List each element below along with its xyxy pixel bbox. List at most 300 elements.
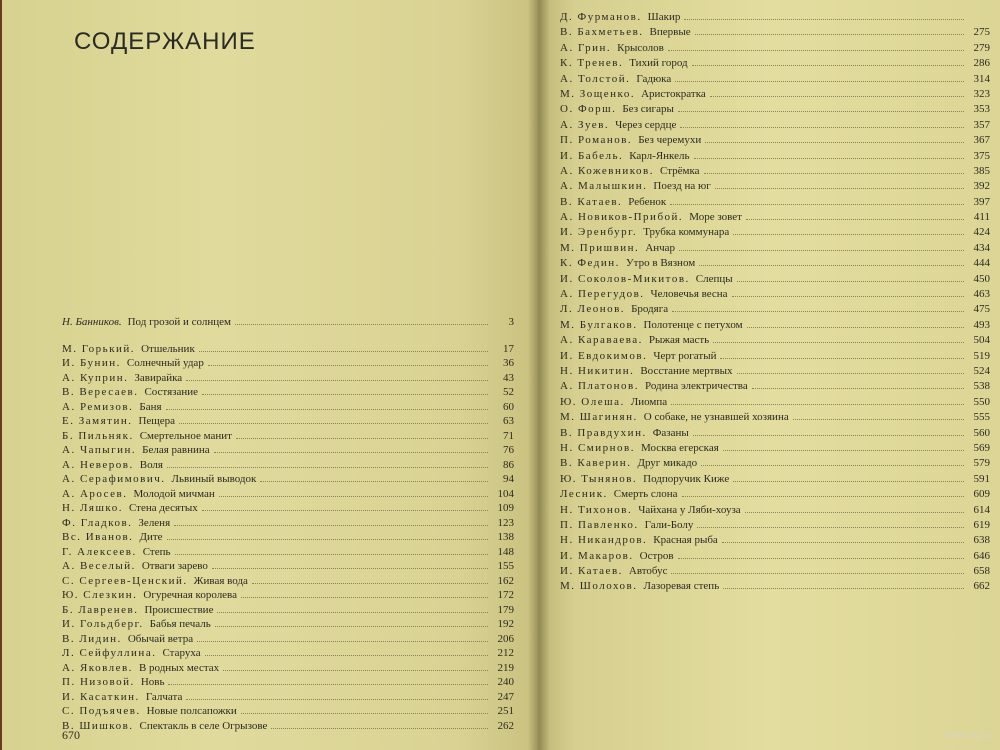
toc-author: К. Федин.: [560, 257, 620, 270]
toc-row: [62, 545, 514, 560]
toc-row: [62, 675, 514, 690]
toc-title: Белая равнина: [142, 444, 210, 456]
leader-dots: [199, 342, 488, 352]
page-title: СОДЕРЖАНИЕ: [74, 28, 256, 55]
toc-row: [560, 118, 990, 133]
toc-row: [560, 410, 990, 425]
leader-dots: [260, 472, 488, 482]
toc-author: А. Чапыгин.: [62, 444, 137, 456]
toc-title: Под грозой и солнцем: [127, 316, 231, 328]
toc-title: Происшествие: [144, 603, 214, 616]
toc-row: [560, 318, 990, 333]
leader-dots: [236, 429, 488, 439]
toc-page-number: 192: [497, 618, 514, 630]
toc-title: Родина электричества: [644, 380, 748, 393]
toc-author: М. Пришвин.: [560, 241, 640, 254]
toc-page-number: 411: [973, 211, 990, 224]
toc-row: [560, 579, 990, 594]
toc-title: В родных местах: [138, 661, 220, 674]
toc-row: [560, 164, 990, 179]
toc-row: [560, 179, 990, 194]
toc-title: Друг микадо: [637, 457, 698, 470]
toc-page-number: 450: [973, 272, 990, 285]
toc-title: Поезд на юг: [653, 180, 711, 193]
toc-row: [62, 400, 514, 415]
leader-dots: [733, 472, 964, 482]
leader-dots: [678, 549, 964, 559]
leader-dots: [695, 25, 964, 35]
leader-dots: [732, 287, 964, 297]
leader-dots: [186, 690, 488, 700]
toc-row: [560, 349, 990, 364]
toc-row: [560, 503, 990, 518]
toc-title: Воля: [139, 458, 163, 471]
toc-row: [560, 564, 990, 579]
toc-page-number: 286: [973, 57, 990, 70]
toc-title: Автобус: [628, 565, 668, 578]
toc-title: Человечья весна: [650, 288, 728, 301]
toc-row: [560, 25, 990, 40]
toc-row: [62, 588, 514, 603]
leader-dots: [208, 356, 488, 366]
toc-row: [560, 256, 990, 271]
toc-row: [62, 603, 514, 618]
leader-dots: [737, 364, 964, 374]
leader-dots: [680, 118, 964, 128]
leader-dots: [737, 272, 964, 282]
toc-author: Б. Лавренев.: [62, 603, 139, 616]
toc-author: А. Кожевников.: [560, 164, 654, 177]
toc-page-number: 71: [503, 429, 514, 442]
toc-row: [560, 518, 990, 533]
toc-page-number: 353: [973, 103, 990, 116]
toc-author: Г. Алексеев.: [62, 545, 137, 558]
leader-dots: [252, 574, 488, 584]
toc-title: Впервые: [649, 26, 691, 39]
toc-row: [62, 574, 514, 589]
toc-row: [62, 385, 514, 400]
toc-author: И. Соколов-Микитов.: [560, 272, 690, 285]
toc-author: Ю. Тынянов.: [560, 472, 638, 485]
toc-page-number: 444: [973, 257, 990, 270]
toc-title: Стена десятых: [128, 502, 198, 514]
leader-dots: [670, 195, 964, 205]
toc-author: А. Караваева.: [560, 334, 643, 347]
toc-author: Лесник.: [560, 488, 608, 501]
leader-dots: [694, 149, 965, 159]
toc-title: Москва егерская: [640, 441, 719, 454]
toc-author: А. Новиков-Прибой.: [560, 211, 684, 224]
toc-author: П. Романов.: [560, 134, 633, 147]
toc-page-number: 279: [973, 41, 990, 54]
toc-author: А. Платонов.: [560, 380, 639, 393]
toc-row: [62, 443, 514, 458]
toc-title: Галчата: [145, 690, 183, 703]
leader-dots: [733, 225, 964, 235]
toc-title: Бабья печаль: [149, 618, 211, 630]
toc-title: Черт рогатый: [653, 349, 717, 362]
toc-author: М. Зощенко.: [560, 87, 636, 100]
toc-page-number: 155: [497, 560, 514, 572]
leader-dots: [692, 56, 964, 66]
toc-row: [62, 646, 514, 661]
page-number: 670: [62, 728, 80, 742]
leader-dots: [166, 400, 488, 410]
toc-title: Шакир: [647, 11, 681, 23]
toc-page-number: 104: [497, 487, 514, 500]
toc-title: Обычай ветра: [127, 632, 194, 645]
leader-dots: [693, 426, 964, 436]
leader-dots: [202, 385, 488, 395]
toc-title: Дите: [139, 531, 163, 543]
toc-row: [560, 549, 990, 564]
toc-page-number: 614: [973, 503, 990, 516]
leader-dots: [682, 487, 964, 497]
toc-title: О собаке, не узнавшей хозяина: [643, 411, 789, 424]
leader-dots: [720, 349, 964, 359]
toc-row: [560, 426, 990, 441]
toc-row: [62, 472, 514, 487]
toc-row: [62, 371, 514, 386]
toc-page-number: 397: [973, 195, 990, 208]
leader-dots: [747, 318, 964, 328]
toc-title: Баня: [139, 400, 162, 413]
toc-title: Лиомпа: [630, 395, 668, 408]
leader-dots: [235, 315, 488, 325]
leader-dots: [793, 410, 964, 420]
toc-page-number: 367: [973, 134, 990, 147]
toc-page-number: 591: [973, 472, 990, 485]
toc-author: В. Бахметьев.: [560, 26, 644, 39]
toc-intro-row: [62, 315, 514, 330]
toc-author: Н. Смирнов.: [560, 441, 635, 454]
toc-page-number: 212: [497, 647, 514, 659]
toc-author: Н. Банников.: [62, 316, 122, 328]
toc-page-number: 579: [973, 457, 990, 470]
toc-author: В. Лидин.: [62, 632, 122, 645]
toc-author: А. Зуев.: [560, 118, 610, 131]
leader-dots: [697, 518, 964, 528]
toc-page-number: 658: [973, 565, 990, 578]
toc-row: [560, 302, 990, 317]
toc-title: Спектакль в селе Огрызове: [139, 719, 268, 732]
toc-row: [560, 225, 990, 240]
toc-row: [560, 441, 990, 456]
toc-page-number: 609: [973, 488, 990, 501]
toc-title: Красная рыба: [653, 534, 718, 547]
toc-author: Б. Пильняк.: [62, 429, 134, 442]
toc-page-number: 52: [503, 386, 514, 398]
leader-dots: [186, 371, 488, 381]
leader-dots: [722, 533, 964, 543]
toc-title: Утро в Вязном: [625, 257, 696, 270]
toc-page-number: 123: [497, 516, 514, 529]
toc-author: Е. Замятин.: [62, 415, 133, 427]
leader-dots: [746, 210, 964, 220]
leader-dots: [678, 102, 964, 112]
toc-row: [560, 272, 990, 287]
toc-page-number: 60: [503, 400, 514, 413]
toc-author: Л. Леонов.: [560, 303, 626, 316]
toc-row: [560, 133, 990, 148]
toc-title: Пещера: [138, 415, 176, 427]
toc-row: [560, 472, 990, 487]
toc-title: Чайхана у Ляби-хоуза: [638, 503, 741, 516]
toc-page-number: 314: [973, 72, 990, 85]
toc-title: Рыжая масть: [648, 334, 710, 347]
toc-page-number: 504: [973, 334, 990, 347]
toc-row: [560, 41, 990, 56]
toc-page-number: 138: [497, 531, 514, 543]
toc-author: П. Низовой.: [62, 676, 135, 688]
leader-dots: [684, 10, 964, 20]
toc-author: А. Аросев.: [62, 487, 128, 500]
toc-row: [560, 533, 990, 548]
toc-author: А. Неверов.: [62, 458, 134, 471]
toc-page-number: 392: [973, 180, 990, 193]
toc-page-number: 94: [503, 473, 514, 485]
toc-title: Степь: [142, 545, 171, 558]
leader-dots: [215, 617, 488, 627]
book-gutter: [528, 0, 550, 750]
leader-dots: [175, 545, 488, 555]
toc-author: Д. Фурманов.: [560, 11, 642, 23]
leader-dots: [745, 503, 964, 513]
leader-dots: [710, 87, 964, 97]
toc-author: П. Павленко.: [560, 518, 639, 531]
toc-page-number: 43: [503, 371, 514, 384]
toc-title: Тихий город: [629, 57, 688, 70]
toc-author: М. Булгаков.: [560, 318, 638, 331]
toc-title: Карл-Янкель: [629, 149, 690, 162]
toc-right-column: [560, 10, 990, 595]
leader-dots: [704, 164, 964, 174]
toc-page-number: 538: [973, 380, 990, 393]
toc-author: В. Вересаев.: [62, 386, 139, 398]
toc-author: А. Толстой.: [560, 72, 631, 85]
leader-dots: [668, 41, 964, 51]
leader-dots: [701, 456, 964, 466]
toc-title: Огуречная королева: [143, 589, 237, 601]
toc-title: Гали-Болу: [644, 518, 694, 531]
toc-row: [560, 395, 990, 410]
toc-row: [560, 56, 990, 71]
leader-dots: [672, 302, 964, 312]
toc-page-number: 638: [973, 534, 990, 547]
toc-page-number: 434: [973, 241, 990, 254]
toc-author: Н. Тихонов.: [560, 503, 633, 516]
watermark: www.ay.by: [944, 730, 992, 741]
toc-row: [62, 704, 514, 719]
toc-author: В. Правдухин.: [560, 426, 647, 439]
toc-page-number: 240: [497, 676, 514, 688]
toc-author: Н. Ляшко.: [62, 502, 123, 514]
leader-dots: [713, 333, 964, 343]
leader-dots: [202, 501, 488, 511]
toc-author: Н. Никитин.: [560, 364, 635, 377]
toc-title: Живая вода: [193, 574, 248, 587]
toc-page-number: 475: [973, 303, 990, 316]
toc-page-number: 3: [508, 316, 514, 328]
spacer: [62, 330, 514, 342]
toc-author: Н. Никандров.: [560, 534, 648, 547]
toc-page-number: 17: [503, 342, 514, 355]
toc-page-number: 555: [973, 411, 990, 424]
toc-page-number: 524: [973, 364, 990, 377]
toc-title: Отваги зарево: [141, 560, 208, 572]
toc-title: Без сигары: [622, 103, 674, 116]
toc-page-number: 619: [973, 518, 990, 531]
toc-author: А. Грин.: [560, 41, 612, 54]
toc-row: [62, 458, 514, 473]
toc-author: Ю. Слезкин.: [62, 589, 138, 601]
leader-dots: [223, 661, 488, 671]
leader-dots: [168, 675, 488, 685]
toc-row: [62, 661, 514, 676]
toc-row: [560, 379, 990, 394]
toc-title: Отшельник: [141, 342, 195, 355]
toc-title: Восстание мертвых: [640, 364, 733, 377]
toc-author: С. Подъячев.: [62, 705, 141, 717]
leader-dots: [705, 133, 964, 143]
toc-page-number: 109: [497, 502, 514, 514]
toc-title: Смертельное манит: [139, 429, 232, 442]
toc-title: Новь: [140, 676, 165, 688]
toc-row: [62, 690, 514, 705]
toc-author: А. Серафимович.: [62, 473, 166, 485]
toc-row: [560, 149, 990, 164]
toc-page-number: 219: [497, 661, 514, 674]
toc-title: Стрёмка: [660, 164, 700, 177]
toc-author: С. Сергеев-Ценский.: [62, 574, 188, 587]
toc-author: М. Шагинян.: [560, 411, 638, 424]
leader-dots: [723, 441, 964, 451]
toc-row: [560, 210, 990, 225]
toc-author: И. Касаткин.: [62, 690, 140, 703]
toc-row: [560, 87, 990, 102]
toc-author: А. Куприн.: [62, 371, 129, 384]
toc-author: О. Форш.: [560, 103, 617, 116]
toc-author: И. Бунин.: [62, 357, 121, 369]
toc-title: Зеленя: [138, 516, 171, 529]
leader-dots: [167, 458, 488, 468]
toc-title: Слепцы: [695, 272, 733, 285]
toc-title: Анчар: [645, 241, 676, 254]
toc-author: Ю. Олеша.: [560, 395, 625, 408]
toc-title: Львиный выводок: [171, 473, 257, 485]
toc-title: Новые полсапожки: [146, 705, 237, 717]
toc-page-number: 86: [503, 458, 514, 471]
toc-author: И. Эренбург.: [560, 226, 638, 239]
toc-author: И. Бабель.: [560, 149, 624, 162]
toc-row: [560, 195, 990, 210]
toc-author: Л. Сейфуллина.: [62, 647, 157, 659]
toc-title: Молодой мичман: [133, 487, 215, 500]
leader-dots: [212, 559, 488, 569]
leader-dots: [675, 72, 964, 82]
toc-title: Старуха: [162, 647, 201, 659]
toc-author: А. Малышкин.: [560, 180, 648, 193]
leader-dots: [241, 588, 488, 598]
toc-row: [560, 456, 990, 471]
toc-page-number: 162: [497, 574, 514, 587]
toc-page-number: 251: [497, 705, 514, 717]
leader-dots: [715, 179, 964, 189]
leader-dots: [241, 704, 488, 714]
toc-author: Ф. Гладков.: [62, 516, 133, 529]
toc-page-number: 463: [973, 288, 990, 301]
toc-row: [62, 719, 514, 734]
toc-page-number: 275: [973, 26, 990, 39]
toc-page-number: 493: [973, 318, 990, 331]
leader-dots: [271, 719, 488, 729]
toc-title: Лазоревая степь: [643, 580, 720, 593]
toc-author: А. Ремизов.: [62, 400, 134, 413]
toc-title: Через сердце: [615, 118, 677, 131]
toc-page-number: 323: [973, 87, 990, 100]
toc-page-number: 247: [497, 690, 514, 703]
toc-title: Крысолов: [617, 41, 664, 54]
leader-dots: [174, 516, 488, 526]
toc-title: Состязание: [144, 386, 199, 398]
toc-row: [62, 530, 514, 545]
toc-author: И. Гольдберг.: [62, 618, 144, 630]
leader-dots: [217, 603, 488, 613]
toc-page-number: 172: [497, 589, 514, 601]
toc-author: И. Катаев.: [560, 565, 623, 578]
toc-page-number: 36: [503, 357, 514, 369]
toc-row: [62, 617, 514, 632]
toc-title: Полотенце с петухом: [643, 318, 743, 331]
toc-title: Завирайка: [134, 371, 183, 384]
toc-author: В. Катаев.: [560, 195, 623, 208]
toc-author: И. Евдокимов.: [560, 349, 648, 362]
toc-row: [62, 516, 514, 531]
toc-author: И. Макаров.: [560, 549, 634, 562]
toc-author: А. Веселый.: [62, 560, 136, 572]
toc-row: [62, 342, 514, 357]
toc-page-number: 519: [973, 349, 990, 362]
toc-title: Подпоручик Киже: [643, 472, 730, 485]
toc-author: А. Перегудов.: [560, 288, 645, 301]
toc-page-number: 375: [973, 149, 990, 162]
toc-title: Бродяга: [631, 303, 669, 316]
leader-dots: [167, 530, 488, 540]
toc-row: [62, 356, 514, 371]
toc-row: [62, 429, 514, 444]
leader-dots: [752, 379, 964, 389]
toc-row: [62, 632, 514, 647]
toc-title: Остров: [639, 549, 674, 562]
toc-page-number: 560: [973, 426, 990, 439]
toc-page-number: 569: [973, 441, 990, 454]
leader-dots: [671, 564, 964, 574]
toc-author: М. Шолохов.: [560, 580, 638, 593]
toc-title: Фазаны: [652, 426, 689, 439]
leader-dots: [219, 487, 488, 497]
leader-dots: [197, 632, 488, 642]
toc-page-number: 357: [973, 118, 990, 131]
toc-author: В. Каверин.: [560, 457, 632, 470]
leader-dots: [679, 241, 964, 251]
toc-page-number: 148: [497, 545, 514, 558]
toc-title: Ребенок: [628, 195, 667, 208]
toc-title: Трубка коммунара: [643, 226, 730, 239]
toc-row: [62, 501, 514, 516]
toc-row: [62, 487, 514, 502]
leader-dots: [214, 443, 488, 453]
toc-row: [62, 559, 514, 574]
